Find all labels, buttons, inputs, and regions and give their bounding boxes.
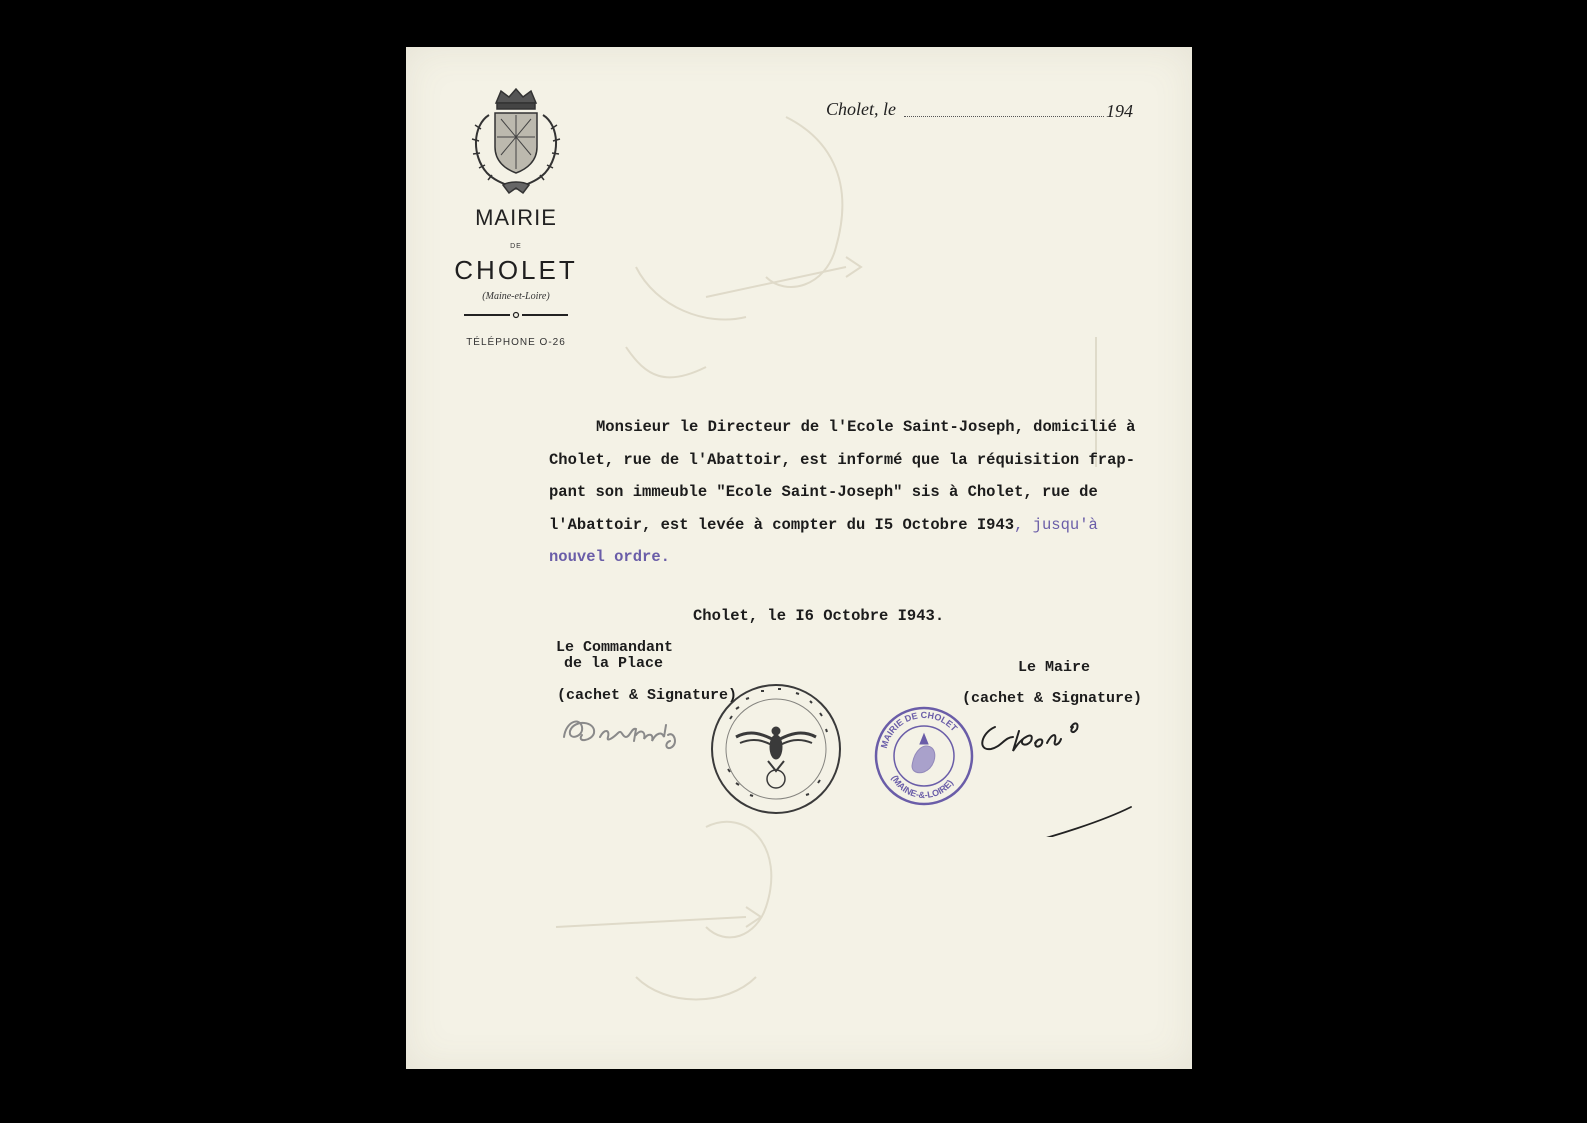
mairie-stamp-top-text: MAIRIE DE CHOLET [878,709,960,750]
date-line-blank [904,116,1104,117]
letter-body [549,411,1169,574]
date-line-city: Cholet, le [826,99,896,119]
body-line: pant son immeuble "Ecole Saint-Joseph" sis à Cholet, rue de [549,483,1098,501]
commander-title-line2: de la Place [564,655,664,672]
commander-signature [556,707,706,757]
city-name: CHOLET [454,255,578,285]
body-line [549,509,1169,542]
letter-page [406,47,1192,1069]
divider-ornament [464,311,568,319]
telephone-number: TÉLÉPHONE O-26 [466,337,566,348]
department: (Maine-et-Loire) [482,291,550,302]
commander-instruction: (cachet & Signature) [557,687,738,704]
body-line: Cholet, rue de l'Abattoir, est informé que la réquisition frap- [549,450,1135,469]
mairie-de: DE [510,243,522,250]
body-line-text: l'Abattoir, est levée à compter du I5 Octobre I943 [549,515,1015,534]
date-line-year: 194 [1106,101,1133,121]
mairie-stamp-bottom-text: (MAINE-&-LOIRE) [889,773,956,801]
eagle-stamp [706,679,846,819]
signing-date: Cholet, le I6 Octobre I943. [693,607,945,625]
handstamp-addendum: , jusqu'à [1014,515,1098,534]
mayor-signature [961,707,1151,837]
letterhead [446,85,586,348]
date-line [826,99,1146,123]
mairie-heading: MAIRIE [475,205,557,230]
body-line: Monsieur le Directeur de l'Ecole Saint-Joseph, domicilié à [596,418,1136,436]
mayor-title: Le Maire [1018,659,1091,676]
mayor-instruction: (cachet & Signature) [962,690,1143,707]
commander-title: Le Commandant [556,639,674,656]
handstamp-addendum-line: nouvel ordre. [549,548,670,566]
city-crest-icon [461,85,571,197]
